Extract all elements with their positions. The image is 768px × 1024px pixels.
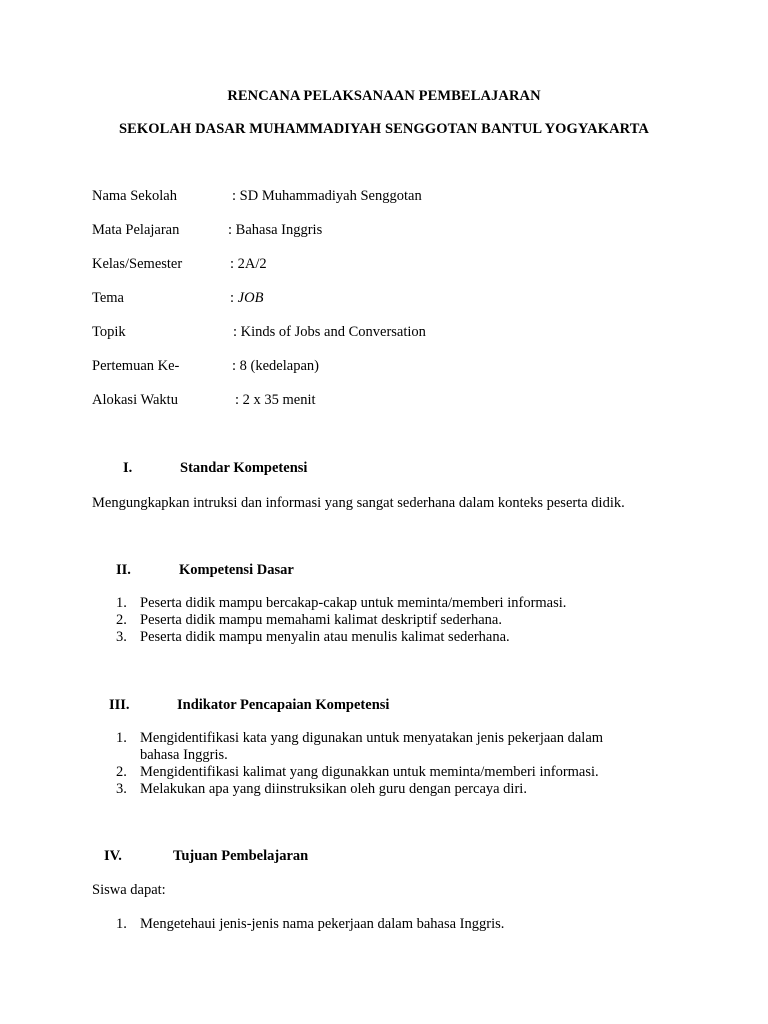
info-label: Nama Sekolah [92,188,177,204]
info-value-theme: JOB [237,290,264,306]
info-value-prefix: : [230,290,238,306]
info-label: Topik [92,324,126,340]
info-value: : 2 x 35 menit [235,392,316,408]
list-text-continued: bahasa Inggris. [140,747,228,763]
section-number: III. [109,697,130,713]
list-number: 3. [116,629,127,645]
section-number: IV. [104,848,122,864]
section-number: II. [116,562,131,578]
info-value: : Bahasa Inggris [228,222,323,238]
info-value: : Kinds of Jobs and Conversation [233,324,426,340]
school-name-line: SEKOLAH DASAR MUHAMMADIYAH SENGGOTAN BANTUL YOGYAKARTA [118,121,650,137]
info-label: Kelas/Semester [92,256,183,272]
section-paragraph: Mengungkapkan intruksi dan informasi yang sangat sederhana dalam konteks peserta didik. [92,495,625,511]
document-title: RENCANA PELAKSANAAN PEMBELAJARAN [227,88,541,104]
list-number: 2. [116,612,127,628]
list-text: Mengetehaui jenis-jenis nama pekerjaan dalam bahasa Inggris. [140,916,505,932]
section-title: Indikator Pencapaian Kompetensi [177,697,390,713]
section-title: Tujuan Pembelajaran [173,848,309,864]
list-text: Melakukan apa yang diinstruksikan oleh guru dengan percaya diri. [140,781,527,797]
list-number: 1. [116,595,127,611]
info-value: : SD Muhammadiyah Senggotan [232,188,422,204]
info-value: : 8 (kedelapan) [232,358,319,374]
section-paragraph: Siswa dapat: [92,882,166,898]
list-number: 1. [116,916,127,932]
list-text: Peserta didik mampu menyalin atau menulis kalimat sederhana. [140,629,510,645]
section-title: Kompetensi Dasar [179,562,294,578]
info-value [230,290,263,307]
list-text: Peserta didik mampu bercakap-cakap untuk meminta/memberi informasi. [140,595,567,611]
list-text: Peserta didik mampu memahami kalimat deskriptif sederhana. [140,612,502,628]
list-number: 1. [116,730,127,746]
info-value: : 2A/2 [230,256,267,272]
section-number: I. [123,460,133,476]
info-label: Tema [92,290,124,306]
list-text: Mengidentifikasi kalimat yang digunakkan untuk meminta/memberi informasi. [140,764,599,780]
info-label: Pertemuan Ke- [92,358,180,374]
section-title: Standar Kompetensi [180,460,308,476]
list-number: 3. [116,781,127,797]
list-number: 2. [116,764,127,780]
list-text: Mengidentifikasi kata yang digunakan untuk menyatakan jenis pekerjaan dalam [140,730,604,746]
info-label: Alokasi Waktu [92,392,178,408]
info-label: Mata Pelajaran [92,222,180,238]
